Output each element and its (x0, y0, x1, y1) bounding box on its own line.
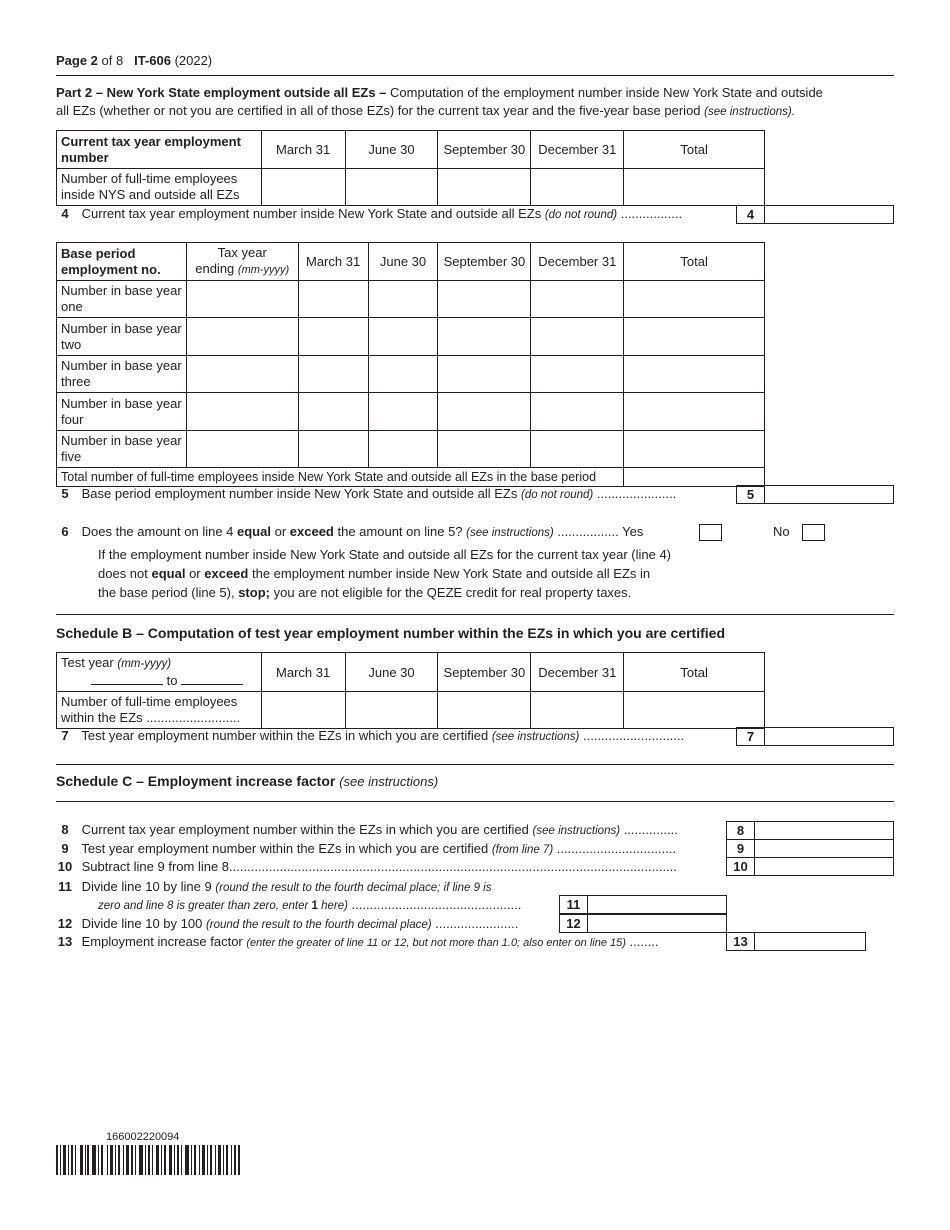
input-cell[interactable] (624, 169, 765, 206)
part2-title-bold: Part 2 – New York State employment outside all EZs – (56, 85, 387, 100)
line-7-box-number: 7 (736, 727, 765, 746)
line-number: 6 (61, 524, 69, 539)
line-9-box-number: 9 (726, 839, 755, 858)
col-june-30: June 30 (345, 131, 438, 169)
schedule-b-title: Schedule B – Computation of test year employment number within the EZs in which you are certified (56, 625, 725, 641)
line-5-box-number: 5 (736, 485, 765, 504)
line-11-box-number: 11 (559, 895, 588, 914)
line-6-question (52, 524, 643, 541)
input-cell[interactable] (261, 169, 345, 206)
part2-title (56, 84, 896, 121)
leader-dots: ................................. (556, 841, 676, 856)
bold-exceed: exceed (289, 524, 334, 539)
line-text: Subtract line 9 from line 8 (81, 859, 230, 874)
no-label: No (773, 524, 790, 539)
line-5-input[interactable] (764, 485, 894, 504)
line-number: 13 (57, 934, 73, 949)
leader-dots: ................. (557, 524, 619, 539)
line-text: Divide line 10 by 100 (81, 916, 203, 931)
col-june-30: June 30 (345, 653, 438, 692)
input-cell[interactable] (186, 431, 298, 468)
test-year-start-field[interactable] (91, 672, 163, 685)
input-cell[interactable] (261, 692, 345, 729)
input-cell[interactable] (531, 169, 624, 206)
schedule-c-title-text: Schedule C – Employment increase factor (56, 773, 336, 789)
ending-note: (mm-yyyy) (237, 264, 290, 276)
line-text-or: or (270, 524, 290, 539)
line-number: 4 (61, 206, 69, 221)
row-label-base-year-four: Number in base year four (57, 393, 187, 431)
line-text: Divide line 10 by line 9 (81, 879, 212, 894)
test-year-table (56, 652, 765, 729)
line-note: (see instructions) (466, 527, 554, 539)
input-cell[interactable] (624, 281, 765, 318)
line-13 (52, 934, 658, 951)
input-cell[interactable] (624, 692, 765, 729)
line-text: Test year employment number within the EZs in which you are certified (81, 728, 489, 743)
line-number: 8 (61, 822, 69, 837)
instruction-line-1: If the employment number inside New York State and outside all EZs for the current tax year (line 4) (98, 547, 672, 562)
col-december-31: December 31 (531, 131, 624, 169)
line-note: (round the result to the fourth decimal place) (205, 919, 432, 931)
part2-title-rest: Computation of the employment number inside New York State and outside (386, 85, 823, 100)
row-label-base-year-two: Number in base year two (57, 318, 187, 356)
line-6-instructions (98, 545, 671, 602)
line-8-input[interactable] (754, 821, 894, 840)
line-number: 5 (61, 486, 69, 501)
input-cell[interactable] (298, 393, 368, 431)
line-10 (52, 859, 677, 875)
line-note-end: here) (317, 900, 348, 912)
yes-checkbox[interactable] (699, 524, 722, 541)
col-total: Total (624, 243, 765, 281)
input-cell[interactable] (186, 393, 298, 431)
base-period-table (56, 242, 765, 487)
col-september-30: September 30 (438, 131, 531, 169)
bold-one: 1 (311, 900, 318, 912)
input-cell[interactable] (531, 356, 624, 393)
input-cell[interactable] (438, 393, 531, 431)
barcode-image (56, 1145, 240, 1175)
line-10-input[interactable] (754, 857, 894, 876)
base-period-total-input[interactable] (624, 468, 765, 487)
input-cell[interactable] (368, 318, 438, 356)
col-december-31: December 31 (531, 243, 624, 281)
leader-dots: ....................... (435, 916, 519, 931)
test-year-note: (mm-yyyy) (117, 658, 172, 670)
test-year-cell (57, 653, 262, 692)
divider (56, 801, 894, 802)
schedule-c-title-note: (see instructions) (339, 774, 439, 789)
input-cell[interactable] (368, 393, 438, 431)
input-cell[interactable] (624, 393, 765, 431)
leader-dots: ........ (629, 934, 659, 949)
col-march-31: March 31 (261, 653, 345, 692)
page-number: Page 2 (56, 53, 98, 68)
row-label-line-1: Number of full-time employees (61, 694, 238, 709)
line-9-input[interactable] (754, 839, 894, 858)
form-year: (2022) (174, 53, 213, 68)
no-checkbox[interactable] (802, 524, 825, 541)
line-4-box-number: 4 (736, 205, 765, 224)
col-september-30: September 30 (438, 653, 531, 692)
input-cell[interactable] (531, 393, 624, 431)
row-label-base-year-three: Number in base year three (57, 356, 187, 393)
line-10-box-number: 10 (726, 857, 755, 876)
input-cell[interactable] (298, 356, 368, 393)
line-text: Current tax year employment number inside New York State and outside all EZs (81, 206, 542, 221)
tax-year-text: Tax year (217, 245, 267, 260)
line-12-input[interactable] (587, 914, 727, 933)
line-13-input[interactable] (754, 932, 866, 951)
line-11-input[interactable] (587, 895, 727, 914)
bold-exceed: exceed (204, 566, 249, 581)
line-text: Base period employment number inside New York State and outside all EZs (81, 486, 518, 501)
instruction-line-3a: the base period (line 5), (98, 585, 239, 600)
line-11 (52, 879, 491, 896)
col-june-30: June 30 (368, 243, 438, 281)
divider (56, 75, 894, 76)
instruction-line-3b: you are not eligible for the QEZE credit for real property taxes. (269, 585, 632, 600)
row-label-line-2: within the EZs .......................... (61, 710, 241, 725)
input-cell[interactable] (531, 281, 624, 318)
row-label-base-year-one: Number in base year one (57, 281, 187, 318)
yes-label: Yes (622, 524, 644, 539)
input-cell[interactable] (624, 431, 765, 468)
input-cell[interactable] (531, 431, 624, 468)
line-text-end: the amount on line 5? (333, 524, 463, 539)
row-label-base-year-five: Number in base year five (57, 431, 187, 468)
row-label-within-ezs (57, 692, 262, 729)
line-number: 7 (61, 728, 69, 743)
page-header (56, 53, 212, 68)
line-number: 10 (57, 859, 73, 874)
input-cell[interactable] (186, 281, 298, 318)
current-year-header-label: Current tax year employment number (57, 131, 262, 169)
line-12 (52, 916, 518, 933)
leader-dots: ............................ (583, 728, 685, 743)
input-cell[interactable] (438, 318, 531, 356)
input-cell[interactable] (438, 431, 531, 468)
line-8-box-number: 8 (726, 821, 755, 840)
col-total: Total (624, 653, 765, 692)
col-total: Total (624, 131, 765, 169)
test-year-end-field[interactable] (181, 672, 243, 685)
line-text: Test year employment number within the EZs in which you are certified (81, 841, 489, 856)
col-december-31: December 31 (531, 653, 624, 692)
col-september-30: September 30 (438, 243, 531, 281)
line-note: (enter the greater of line 11 or 12, but not more than 1.0; also enter on line 15) (246, 937, 626, 949)
line-note: (round the result to the fourth decimal place; if line 9 is (215, 882, 492, 894)
col-march-31: March 31 (298, 243, 368, 281)
line-note: zero and line 8 is greater than zero, enter (98, 900, 312, 912)
line-note: (do not round) (521, 489, 594, 501)
input-cell[interactable] (438, 281, 531, 318)
line-number: 9 (61, 841, 69, 856)
input-cell[interactable] (624, 356, 765, 393)
input-cell[interactable] (298, 281, 368, 318)
leader-dots: ................. (620, 206, 683, 221)
base-period-total-label: Total number of full-time employees inside New York State and outside all EZs in the base period (57, 468, 624, 487)
instruction-line-2b: the employment number inside New York State and outside all EZs in (248, 566, 651, 581)
bold-equal: equal (237, 524, 271, 539)
instruction-line-2a: does not (98, 566, 152, 581)
line-5 (52, 486, 676, 503)
line-4 (52, 206, 682, 223)
line-note: (see instructions) (491, 731, 580, 743)
input-cell[interactable] (186, 318, 298, 356)
input-cell[interactable] (438, 169, 531, 206)
page-of: of 8 (101, 53, 124, 68)
part2-title-note: (see instructions). (704, 106, 795, 118)
line-note: (do not round) (544, 209, 618, 221)
input-cell[interactable] (186, 356, 298, 393)
line-number: 12 (57, 916, 73, 931)
schedule-c-title (56, 773, 438, 789)
line-text: Employment increase factor (81, 934, 243, 949)
col-march-31: March 31 (261, 131, 345, 169)
leader-dots: ............................................... (351, 897, 522, 912)
row-label-full-time-nys: Number of full-time employees inside NYS and outside all EZs (57, 169, 262, 206)
input-cell[interactable] (368, 431, 438, 468)
input-cell[interactable] (345, 692, 438, 729)
line-9 (52, 841, 676, 858)
input-cell[interactable] (368, 281, 438, 318)
current-year-table (56, 130, 765, 206)
part2-title-line2: all EZs (whether or not you are certified in all of those EZs) for the current tax year and the five-year base period (56, 103, 701, 118)
line-number: 11 (58, 879, 72, 894)
input-cell[interactable] (368, 356, 438, 393)
divider (56, 764, 894, 765)
ending-text: ending (195, 261, 235, 276)
form-number: IT-606 (134, 53, 171, 68)
input-cell[interactable] (345, 169, 438, 206)
bold-stop: stop; (238, 585, 270, 600)
barcode-number: 166002220094 (106, 1131, 180, 1143)
leader-dots: ...................... (596, 486, 677, 501)
input-cell[interactable] (298, 431, 368, 468)
line-13-box-number: 13 (726, 932, 755, 951)
line-12-box-number: 12 (559, 914, 588, 933)
input-cell[interactable] (438, 356, 531, 393)
line-text: Current tax year employment number within the EZs in which you are certified (81, 822, 529, 837)
line-7-input[interactable] (764, 727, 894, 746)
col-tax-year-ending (186, 243, 298, 281)
input-cell[interactable] (624, 318, 765, 356)
divider (56, 614, 894, 615)
input-cell[interactable] (531, 318, 624, 356)
line-8 (52, 822, 678, 839)
instruction-or: or (185, 566, 205, 581)
input-cell[interactable] (438, 692, 531, 729)
line-7 (52, 728, 684, 745)
bold-equal: equal (151, 566, 186, 581)
input-cell[interactable] (531, 692, 624, 729)
line-text: Does the amount on line 4 (81, 524, 238, 539)
leader-dots: ............................................................................................................................ (229, 859, 677, 874)
input-cell[interactable] (298, 318, 368, 356)
line-11-cont (98, 897, 521, 914)
line-note: (see instructions) (532, 825, 621, 837)
line-note: (from line 7) (491, 844, 554, 856)
test-year-label: Test year (61, 655, 114, 670)
line-4-input[interactable] (764, 205, 894, 224)
leader-dots: ............... (623, 822, 678, 837)
to-label: to (166, 673, 178, 688)
base-period-header-label: Base period employment no. (57, 243, 187, 281)
